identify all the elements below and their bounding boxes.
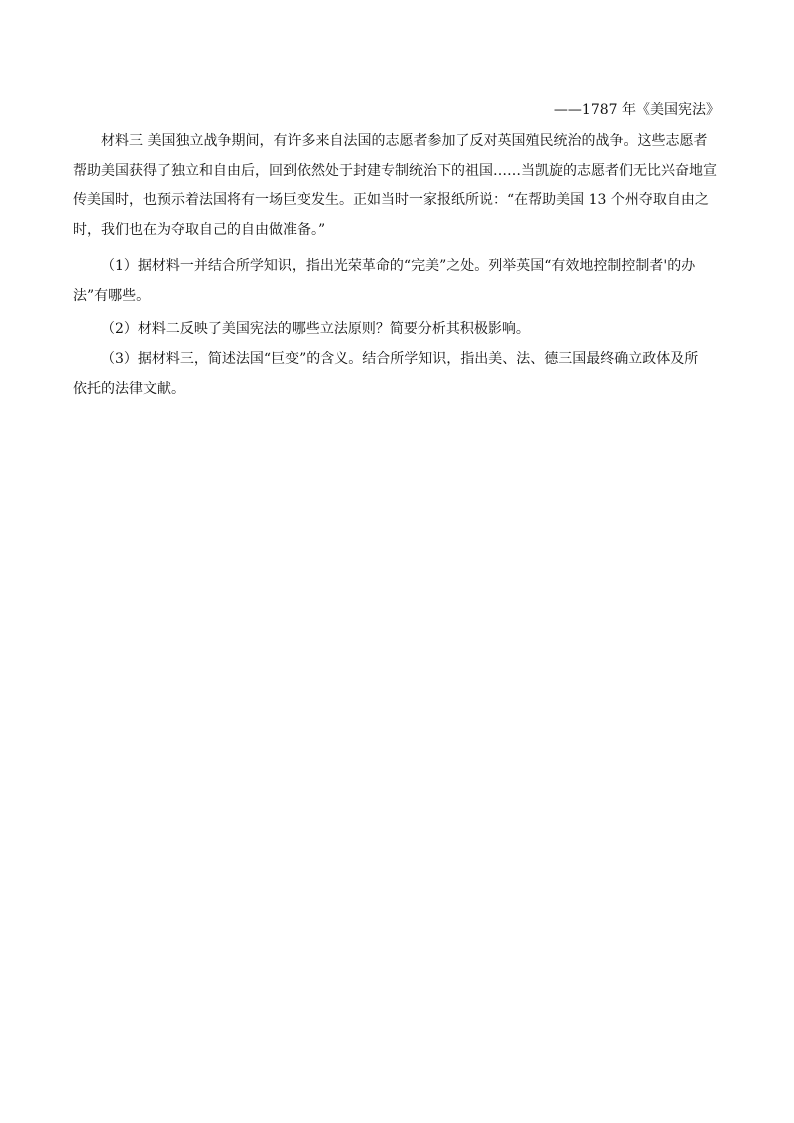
question-2-line-1: （2）材料二反映了美国宪法的哪些立法原则？简要分析其积极影响。 xyxy=(101,321,530,337)
material-three-line-3: 传美国时，也预示着法国将有一场巨变发生。正如当时一家报纸所说：“在帮助美国 13 个州夺取自由之 xyxy=(73,192,709,208)
question-3 xyxy=(73,345,721,404)
question-1-line-2: 法”有哪些。 xyxy=(73,287,151,304)
material-three-line-4: 时，我们也在为夺取自己的自由做准备。” xyxy=(73,221,326,238)
source-citation: ——1787 年《美国宪法》 xyxy=(553,102,720,118)
question-3-line-1: （3）据材料三，简述法国“巨变”的含义。结合所学知识，指出美、法、德三国最终确立政体及所 xyxy=(101,351,699,367)
question-1-line-1: （1）据材料一并结合所学知识，指出光荣革命的“完美”之处。列举英国“有效地控制控制者'的办 xyxy=(101,258,696,274)
material-three-paragraph xyxy=(73,127,721,245)
question-2 xyxy=(73,315,721,345)
material-three-line-2: 帮助美国获得了独立和自由后，回到依然处于封建专制统治下的祖国……当凯旋的志愿者们无比兴奋地宣 xyxy=(73,162,717,179)
material-three-line-1: 材料三 美国独立战争期间，有许多来自法国的志愿者参加了反对英国殖民统治的战争。这些志愿者 xyxy=(101,133,708,149)
question-3-line-2: 依托的法律文献。 xyxy=(73,380,185,397)
question-1 xyxy=(73,252,721,311)
